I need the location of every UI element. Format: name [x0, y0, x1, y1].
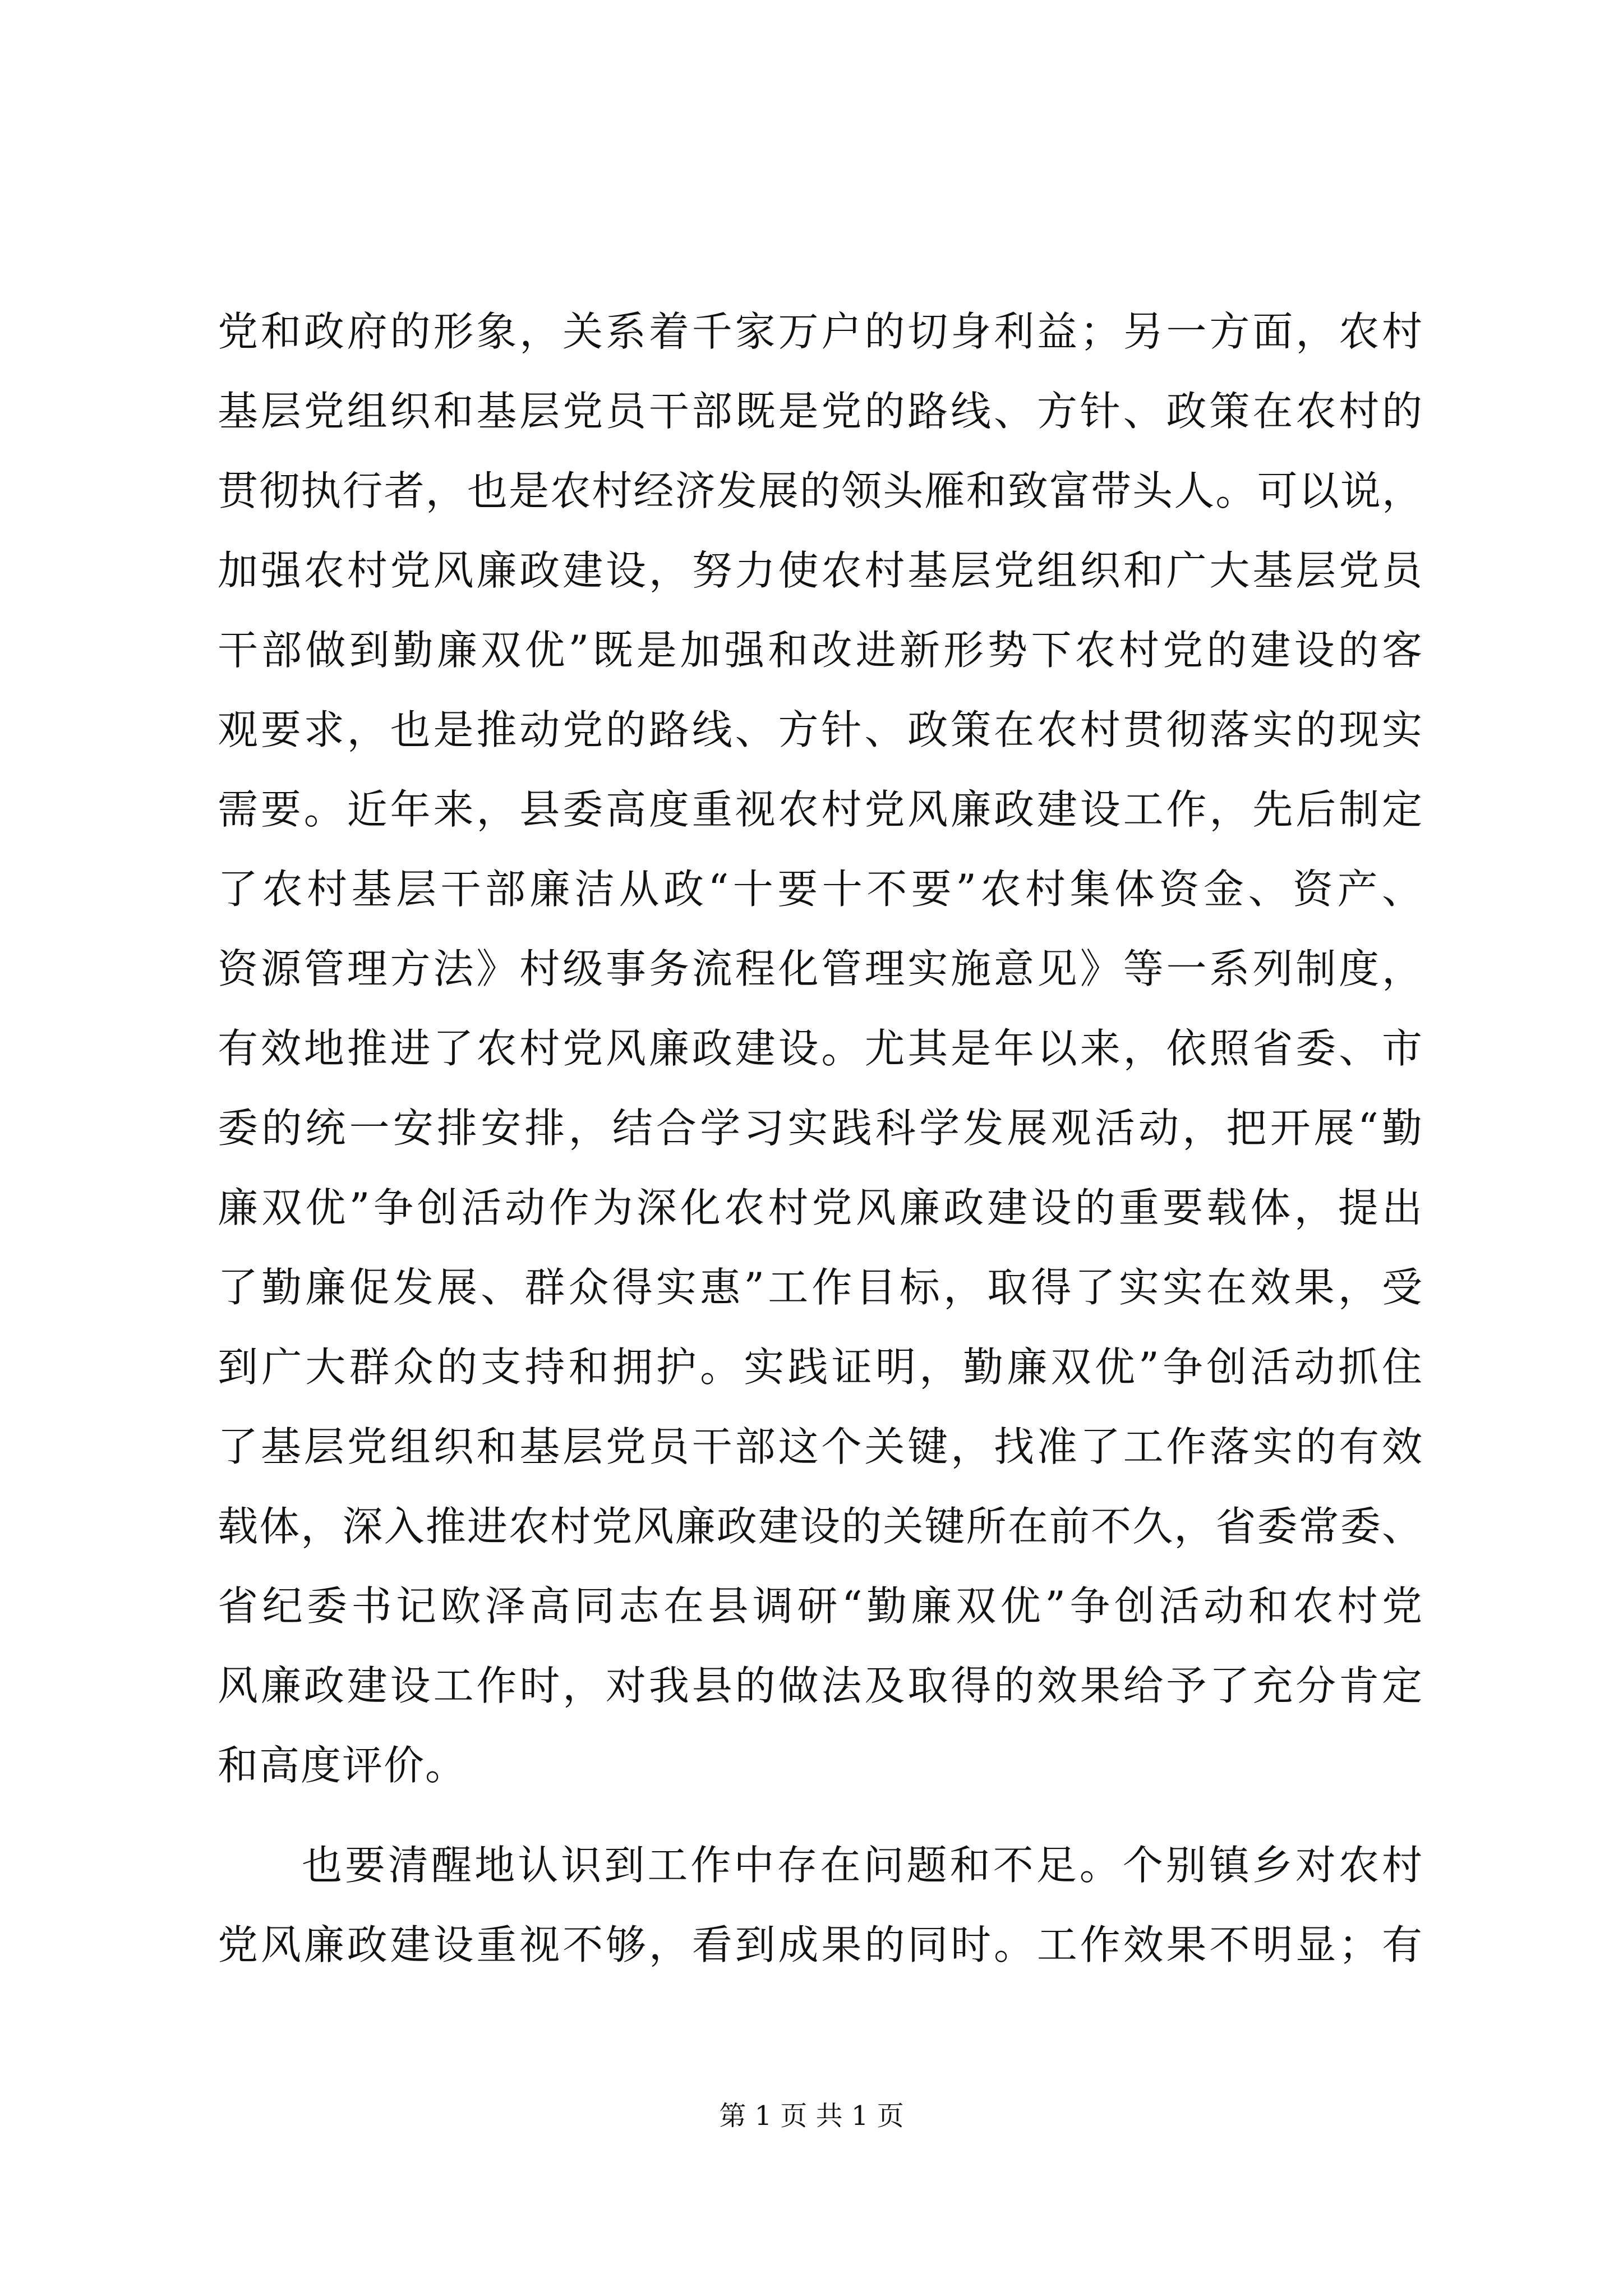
text-line: 风廉政建设工作时，对我县的做法及取得的效果给予了充分肯定: [218, 1662, 1423, 1709]
text-line: 廉双优”争创活动作为深化农村党风廉政建设的重要载体，提出: [218, 1184, 1423, 1231]
text-line: 党和政府的形象，关系着千家万户的切身利益；另一方面，农村: [218, 308, 1423, 355]
text-line: 加强农村党风廉政建设，努力使农村基层党组织和广大基层党员: [218, 547, 1423, 594]
page-number-label: 第 1 页 共 1 页: [719, 2100, 904, 2132]
text-line: 了勤廉促发展、群众得实惠”工作目标，取得了实实在效果，受: [218, 1264, 1423, 1311]
text-line: 资源管理方法》村级事务流程化管理实施意见》等一系列制度，: [218, 945, 1423, 992]
paragraph-spacer: [218, 1805, 1423, 1825]
text-line: 载体，深入推进农村党风廉政建设的关键所在前不久，省委常委、: [218, 1503, 1423, 1550]
text-line: 需要。近年来，县委高度重视农村党风廉政建设工作，先后制定: [218, 786, 1423, 833]
document-body: [218, 292, 1423, 1985]
text-line: 和高度评价。: [218, 1742, 467, 1789]
text-line: 委的统一安排安排，结合学习实践科学发展观活动，把开展“勤: [218, 1105, 1423, 1152]
text-line: 了基层党组织和基层党员干部这个关键，找准了工作落实的有效: [218, 1423, 1423, 1470]
text-line: 党风廉政建设重视不够，看到成果的同时。工作效果不明显；有: [218, 1921, 1423, 1968]
text-line: 也要清醒地认识到工作中存在问题和不足。个别镇乡对农村: [302, 1842, 1423, 1889]
text-line: 观要求，也是推动党的路线、方针、政策在农村贯彻落实的现实: [218, 706, 1423, 753]
text-line: 了农村基层干部廉洁从政“十要十不要”农村集体资金、资产、: [218, 866, 1423, 913]
text-line: 到广大群众的支持和拥护。实践证明，勤廉双优”争创活动抓住: [218, 1343, 1423, 1391]
text-line: 有效地推进了农村党风廉政建设。尤其是年以来，依照省委、市: [218, 1025, 1423, 1072]
text-line: 干部做到勤廉双优”既是加强和改进新形势下农村党的建设的客: [218, 627, 1423, 674]
paragraph-2: [218, 1825, 1423, 1985]
page-footer: [0, 2098, 1623, 2134]
text-line: 省纪委书记欧泽高同志在县调研“勤廉双优”争创活动和农村党: [218, 1582, 1423, 1630]
text-line: 基层党组织和基层党员干部既是党的路线、方针、政策在农村的: [218, 388, 1423, 435]
paragraph-1: [218, 292, 1423, 1805]
text-line: 贯彻执行者，也是农村经济发展的领头雁和致富带头人。可以说，: [218, 467, 1423, 514]
